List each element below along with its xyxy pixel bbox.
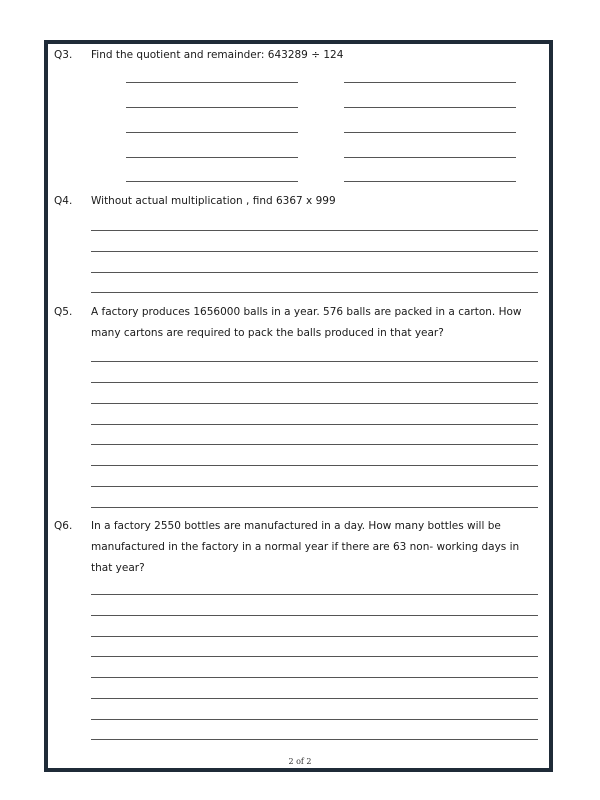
answer-line[interactable]	[91, 444, 538, 445]
answer-line[interactable]	[91, 403, 538, 404]
answer-line[interactable]	[344, 181, 516, 182]
answer-line[interactable]	[91, 361, 538, 362]
answer-line[interactable]	[91, 677, 538, 678]
answer-line[interactable]	[91, 251, 538, 252]
answer-line[interactable]	[91, 719, 538, 720]
answer-line[interactable]	[91, 507, 538, 508]
question-number: Q3.	[54, 49, 73, 61]
answer-line[interactable]	[91, 615, 538, 616]
answer-line[interactable]	[344, 107, 516, 108]
answer-line[interactable]	[91, 656, 538, 657]
answer-line[interactable]	[126, 181, 298, 182]
answer-line[interactable]	[91, 698, 538, 699]
question-text: A factory produces 1656000 balls in a year. 576 balls are packed in a carton. How many cartons are required to pack the balls produced in that year?	[91, 306, 522, 339]
page-border-inner	[47, 43, 550, 769]
answer-line[interactable]	[91, 230, 538, 231]
question-number: Q5.	[54, 306, 73, 318]
answer-line[interactable]	[91, 465, 538, 466]
answer-line[interactable]	[344, 82, 516, 83]
answer-line[interactable]	[344, 132, 516, 133]
answer-line[interactable]	[91, 594, 538, 595]
answer-line[interactable]	[91, 424, 538, 425]
answer-line[interactable]	[91, 636, 538, 637]
question-text: Without actual multiplication , find 6367 x 999	[91, 195, 336, 207]
answer-line[interactable]	[91, 272, 538, 273]
answer-line[interactable]	[126, 107, 298, 108]
answer-line[interactable]	[344, 157, 516, 158]
question-text: Find the quotient and remainder: 643289 ÷ 124	[91, 49, 344, 61]
answer-line[interactable]	[91, 739, 538, 740]
answer-line[interactable]	[126, 82, 298, 83]
answer-line[interactable]	[91, 382, 538, 383]
answer-line[interactable]	[126, 157, 298, 158]
answer-line[interactable]	[91, 292, 538, 293]
question-number: Q6.	[54, 520, 73, 532]
question-text: In a factory 2550 bottles are manufactured in a day. How many bottles will be manufactured in the factory in a normal year if there are 63 non- working days in that year?	[91, 520, 520, 574]
answer-line[interactable]	[126, 132, 298, 133]
answer-line[interactable]	[91, 486, 538, 487]
question-number: Q4.	[54, 195, 73, 207]
page-number: 2 of 2	[288, 757, 312, 766]
